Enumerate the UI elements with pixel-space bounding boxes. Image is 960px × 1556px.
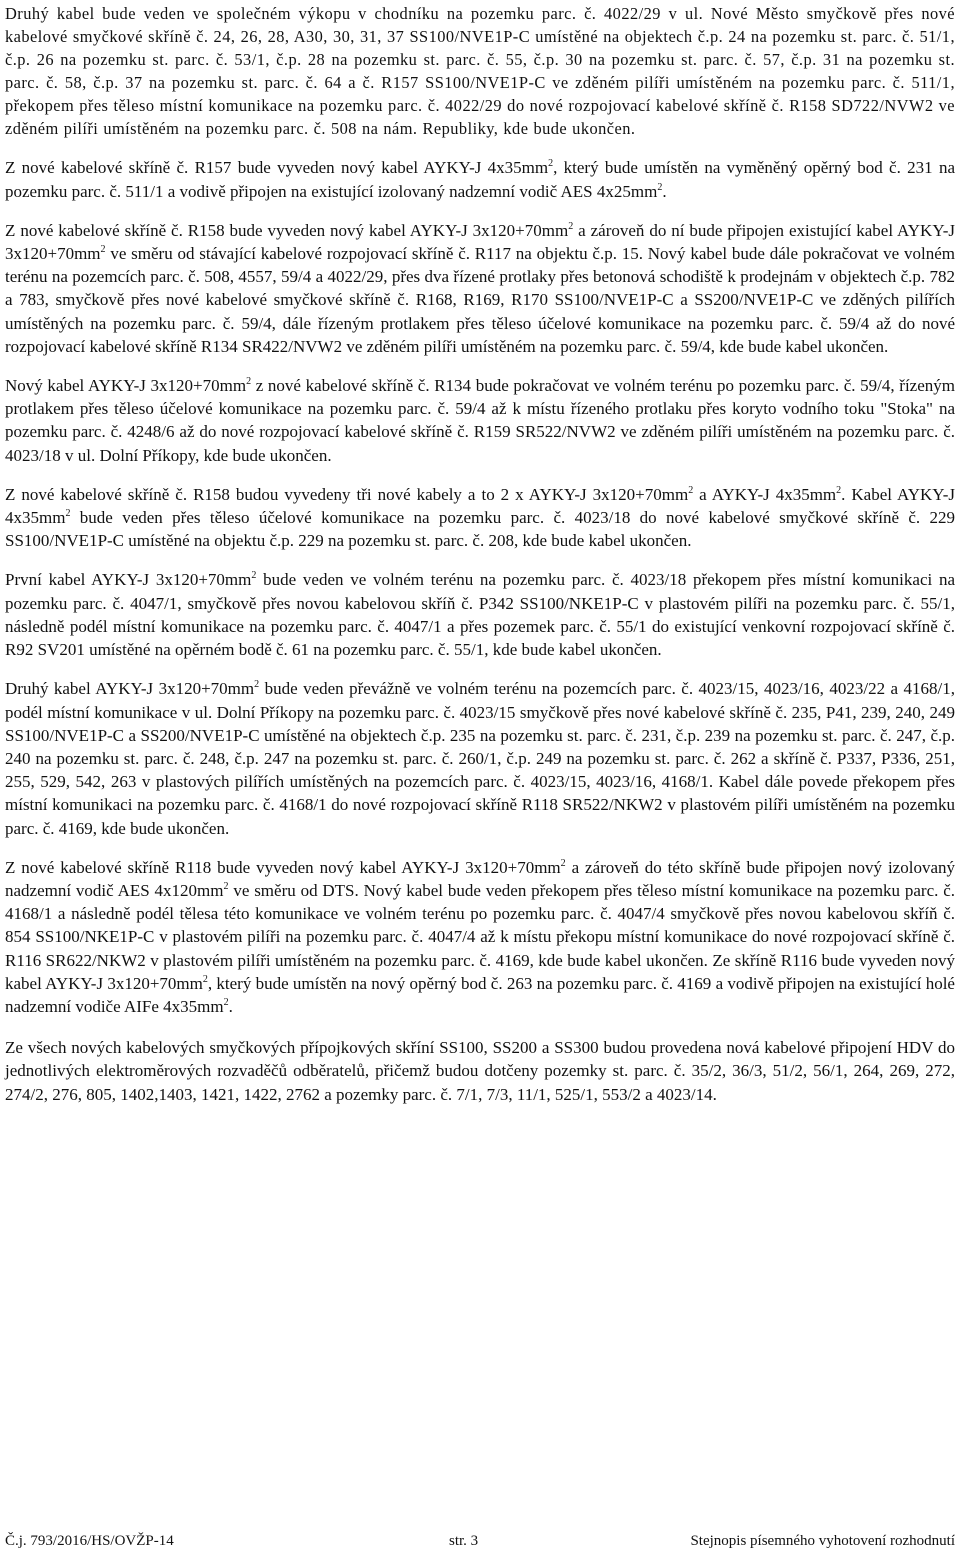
paragraph-5 xyxy=(5,483,955,553)
superscript: 2 xyxy=(560,857,566,869)
footer-reference: Č.j. 793/2016/HS/OVŽP-14 xyxy=(5,1533,174,1549)
paragraph-text: Druhý kabel AYKY-J 3x120+70mm xyxy=(5,679,255,699)
paragraph-2 xyxy=(5,156,955,202)
superscript: 2 xyxy=(100,244,106,256)
superscript: 2 xyxy=(688,484,694,496)
paragraph-6 xyxy=(5,568,955,661)
paragraph-7 xyxy=(5,677,955,839)
document-body xyxy=(5,0,955,1106)
superscript: 2 xyxy=(836,484,842,496)
superscript: 2 xyxy=(657,181,663,193)
superscript: 2 xyxy=(65,508,71,520)
paragraph-text: bude veden ve volném terénu na pozemku parc. č. 4023/18 překopem přes místní komunikaci na pozemku parc. č. 4047/1, smyčkově přes novou kabelovou skříň č. P342 SS100/NKE1P-C v plastovém pilíři na pozemku parc. č. 55/1, následně podél místní komunikace na pozemku parc. č. 4047/1 a přes pozemek parc. č. 55/1 do existující venkovní rozpojovací skříně č. R92 SV201 umístěné na opěrném bodě č. 61 na pozemku parc. č. 55/1, kde bude kabel ukončen. xyxy=(5,570,955,660)
paragraph-text: z nové kabelové skříně č. R134 bude pokračovat ve volném terénu po pozemku parc. č. 59/4, řízeným protlakem přes těleso účelové komunikace na pozemku parc. č. 59/4 až k místu řízeného protlaku přes koryto vodního toku "Stoka" na pozemku parc. č. 4248/6 až do nové rozpojovací kabelové skříně č. R159 SR522/NVW2 ve zděném pilíři umístěném na pozemku parc. č. 4023/18 v ul. Dolní Příkopy, kde bude ukončen. xyxy=(5,376,955,465)
paragraph-text: a AYKY-J 4x35mm xyxy=(693,484,837,504)
superscript: 2 xyxy=(202,973,208,985)
superscript: 2 xyxy=(223,996,229,1008)
superscript: 2 xyxy=(568,220,574,232)
paragraph-text: Ze všech nových kabelových smyčkových přípojkových skříní SS100, SS200 a SS300 budou provedena nová kabelové připojení HDV do jednotlivých elektroměrových rozvaděčů odběratelů, přičemž budou dotčeny pozemky st. parc. č. 35/2, 36/3, 51/2, 56/1, 264, 269, 272, 274/2, 276, 805, 1402,1403, 1421, 1422, 2762 a pozemky parc. č. 7/1, 7/3, 11/1, 525/1, 553/2 a 4023/14. xyxy=(5,1038,955,1104)
superscript: 2 xyxy=(254,679,260,691)
paragraph-text: bude veden převážně ve volném terénu na pozemcích parc. č. 4023/15, 4023/16, 4023/22 a 4168/1, podél místní komunikace v ul. Dolní Příkopy na pozemku parc. č. 4023/15 smyčkově přes nové kabelové skříně č. 235, P41, 239, 240, 249 SS100/NVE1P-C a SS200/NVE1P-C umístěné na objektech č.p. 235 na pozemku st. parc. č. 231, č.p. 239 na pozemku st. parc. č. 247, č.p. 240 na pozemku st. parc. č. 248, č.p. 247 na pozemku st. parc. č. 260/1, č.p. 249 na pozemku st. parc. č. 262 a skříně č. P337, P336, 251, 255, 529, 542, 263 v plastových pilířích umístěných na pozemcích parc. č. 4023/15, 4023/16, 4168/1. Kabel dále povede překopem přes místní komunikaci na pozemku parc. č. 4168/1 do nové rozpojovací skříně R118 SR522/NKW2 v plastovém pilíři umístěném na pozemku parc. č. 4169, kde bude ukončen. xyxy=(5,679,955,838)
superscript: 2 xyxy=(548,158,554,170)
paragraph-text: . Kabel AYKY-J 4x35mm xyxy=(5,484,955,528)
paragraph-4 xyxy=(5,374,955,467)
paragraph-text: ve směru od stávající kabelové rozpojovací skříně č. R117 na objektu č.p. 15. Nový kabel bude dále pokračovat ve volném terénu na pozemcích parc. č. 508, 4557, 59/4 a 4022/29, přes dva řízené protlaky přes betonová schodiště k prodejnám v objektech č.p. 782 a 783, smyčkově přes nové kabelové smyčkové skříně č. R168, R169, R170 SS100/NVE1P-C a SS200/NVE1P-C ve zděných pilířích umístěných na pozemku parc. č. 59/4, dále řízeným protlakem přes těleso účelové komunikace na pozemku parc. č. 59/4 až do nové rozpojovací kabelové skříně R134 SR422/NVW2 ve zděném pilíři umístěném na pozemku parc. č. 59/4, kde bude kabel ukončen. xyxy=(5,244,955,356)
paragraph-text: a zároveň do ní bude připojen existující kabel AYKY-J 3x120+70mm xyxy=(5,220,955,264)
paragraph-text: První kabel AYKY-J 3x120+70mm xyxy=(5,570,252,590)
paragraph-text: Z nové kabelové skříně č. R158 bude vyveden nový kabel AYKY-J 3x120+70mm xyxy=(5,220,569,240)
paragraph-text: Z nové kabelové skříně č. R158 budou vyvedeny tři nové kabely a to 2 x AYKY-J 3x120+70mm xyxy=(5,484,689,504)
paragraph-text: ve směru od DTS. Nový kabel bude veden překopem přes těleso místní komunikace na pozemku parc. č. 4168/1 a následně podél tělesa této komunikace ve volném terénu po pozemku parc. č. 4047/4 smyčkově přes novou kabelovou skříň č. 854 SS100/NKE1P-C v plastovém pilíři na pozemku parc. č. 4047/4 až k místu překopu místní komunikace do nové rozpojovací skříně č. R116 SR622/NKW2 v plastovém pilíři umístěném na pozemku parc. č. 4169, kde bude kabel ukončen. Ze skříně R116 bude vyveden nový kabel AYKY-J 3x120+70mm xyxy=(5,880,955,993)
superscript: 2 xyxy=(251,570,257,582)
paragraph-text: Z nové kabelové skříně č. R157 bude vyveden nový kabel AYKY-J 4x35mm xyxy=(5,158,549,178)
paragraph-text: , který bude umístěn na nový opěrný bod č. 263 na pozemku parc. č. 4169 a vodivě připojen na existující holé nadzemní vodiče AIFe 4x35mm xyxy=(5,973,955,1016)
paragraph-text: . xyxy=(228,996,233,1016)
paragraph-text: Nový kabel AYKY-J 3x120+70mm xyxy=(5,376,247,396)
paragraph-1 xyxy=(5,3,955,140)
footer-page-number: str. 3 xyxy=(449,1533,479,1549)
paragraph-8 xyxy=(5,856,955,1018)
superscript: 2 xyxy=(246,376,252,388)
paragraph-text: . xyxy=(662,181,667,201)
paragraph-text: , který bude umístěn na vyměněný opěrný bod č. 231 na pozemku parc. č. 511/1 a vodivě připojen na existující izolovaný nadzemní vodič AES 4x25mm xyxy=(5,158,955,201)
paragraph-text: Druhý kabel bude veden ve společném výkopu v chodníku na pozemku parc. č. 4022/29 v ul. Nové Město smyčkově přes nové kabelové smyčkové skříně č. 24, 26, 28, A30, 30, 31, 37 SS100/NVE1P-C umístěné na objektech č.p. 24 na pozemku st. parc. č. 51/1, č.p. 26 na pozemku st. parc. č. 53/1, č.p. 28 na pozemku st. parc. č. 55, č.p. 30 na pozemku st. parc. č. 57, č.p. 31 na pozemku st. parc. č. 58, č.p. 37 na pozemku st. parc. č. 64 a č. R157 SS100/NVE1P-C ve zděném pilíři umístěném na pozemku parc. č. 511/1, překopem přes těleso místní komunikace na pozemku parc. č. 4022/29 do nové rozpojovací kabelové skříně č. R158 SD722/NVW2 ve zděném pilíři umístěném na pozemku parc. č. 508 na nám. Republiky, kde bude ukončen. xyxy=(5,4,955,138)
paragraph-text: bude veden přes těleso účelové komunikace na pozemku parc. č. 4023/18 do nové kabelové smyčkové skříně č. 229 SS100/NVE1P-C umístěné na objektu č.p. 229 na pozemku st. parc. č. 208, kde bude kabel ukončen. xyxy=(5,508,955,551)
paragraph-3 xyxy=(5,219,955,358)
superscript: 2 xyxy=(223,880,229,892)
paragraph-9 xyxy=(5,1036,955,1106)
page-footer xyxy=(5,1530,955,1552)
footer-note: Stejnopis písemného vyhotovení rozhodnutí xyxy=(690,1533,955,1549)
paragraph-text: Z nové kabelové skříně R118 bude vyveden nový kabel AYKY-J 3x120+70mm xyxy=(5,857,561,877)
paragraph-text: a zároveň do této skříně bude připojen nový izolovaný nadzemní vodič AES 4x120mm xyxy=(5,857,955,900)
